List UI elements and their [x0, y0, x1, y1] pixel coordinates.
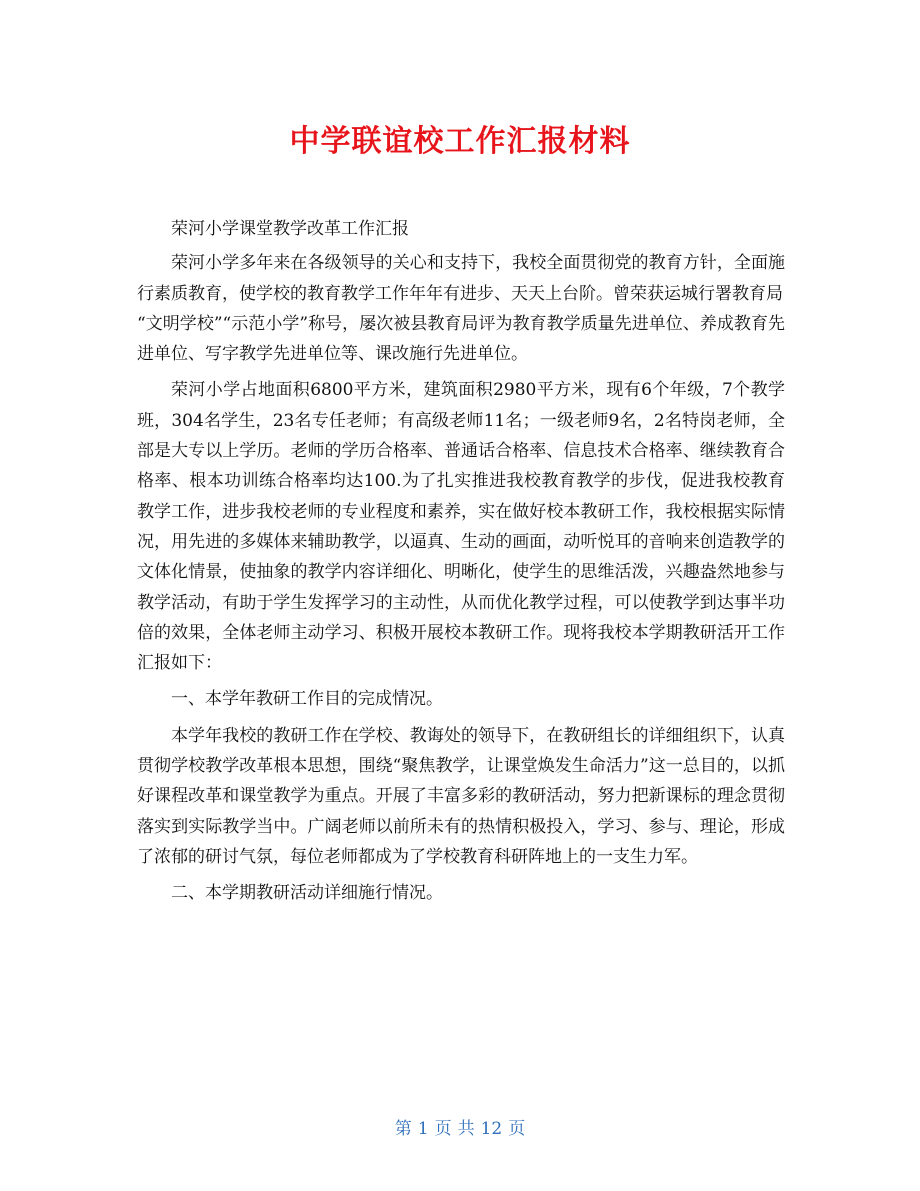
footer-mid: 页: [434, 1119, 452, 1139]
paragraph-school-profile: 荣河小学占地面积6800平方米，建筑面积2980平方米，现有6个年级，7个教学班，304名学生，23名专任老师；有高级老师11名；一级老师9名，2名特岗老师，全部是大专以上学历。老师的学历合格率、普通话合格率、信息技术合格率、继续教育合格率、根本功训练合格率均达100.为了扎实推进我校教育教学的步伐，促进我校教育教学工作，进步我校老师的专业程度和素养，实在做好校本教研工作，我校根据实际情况，用先进的多媒体来辅助教学，以逼真、生动的画面，动听悦耳的音响来创造教学的文体化情景，使抽象的教学内容详细化、明晰化，使学生的思维活泼，兴趣盎然地参与教学活动，有助于学生发挥学习的主动性，从而优化教学过程，可以使教学到达事半功倍的效果，全体老师主动学习、积极开展校本教研工作。现将我校本学期教研活开工作汇报如下：: [137, 380, 785, 674]
footer-total-label: 共: [457, 1119, 475, 1139]
footer-prefix: 第: [394, 1119, 412, 1139]
footer-total-pages: 12: [480, 1119, 503, 1139]
document-body: [137, 214, 785, 909]
paragraph-section-1: 本学年我校的教研工作在学校、教诲处的领导下，在教研组长的详细组织下，认真贯彻学校教学改革根本思想，围绕“聚焦教学，让课堂焕发生命活力”这一总目的，以抓好课程改革和课堂教学为重点。开展了丰富多彩的教研活动，努力把新课标的理念贯彻落实到实际教学当中。广阔老师以前所未有的热情积极投入，学习、参与、理论，形成了浓郁的研讨气氛，每位老师都成为了学校教育科研阵地上的一支生力军。: [137, 725, 785, 867]
paragraph-intro: 荣河小学多年来在各级领导的关心和支持下，我校全面贯彻党的教育方针，全面施行素质教育，使学校的教育教学工作年年有进步、天天上台阶。曾荣获运城行署教育局: [137, 253, 785, 304]
paragraph-honors: “文明学校”“示范小学”称号，屡次被县教育局评为教育教学质量先进单位、养成教育先进单位、写字教学先进单位等、课改施行先进单位。: [137, 313, 785, 365]
section-heading-2: 二、本学期教研活动详细施行情况。: [171, 883, 443, 904]
page-number-footer: [0, 1114, 920, 1139]
paragraph-heading: 荣河小学课堂教学改革工作汇报: [171, 219, 409, 239]
section-heading-1: 一、本学年教研工作目的完成情况。: [171, 689, 443, 710]
footer-current-page: 1: [417, 1119, 429, 1139]
footer-suffix: 页: [508, 1119, 526, 1139]
document-title: 中学联谊校工作汇报材料: [289, 124, 631, 159]
